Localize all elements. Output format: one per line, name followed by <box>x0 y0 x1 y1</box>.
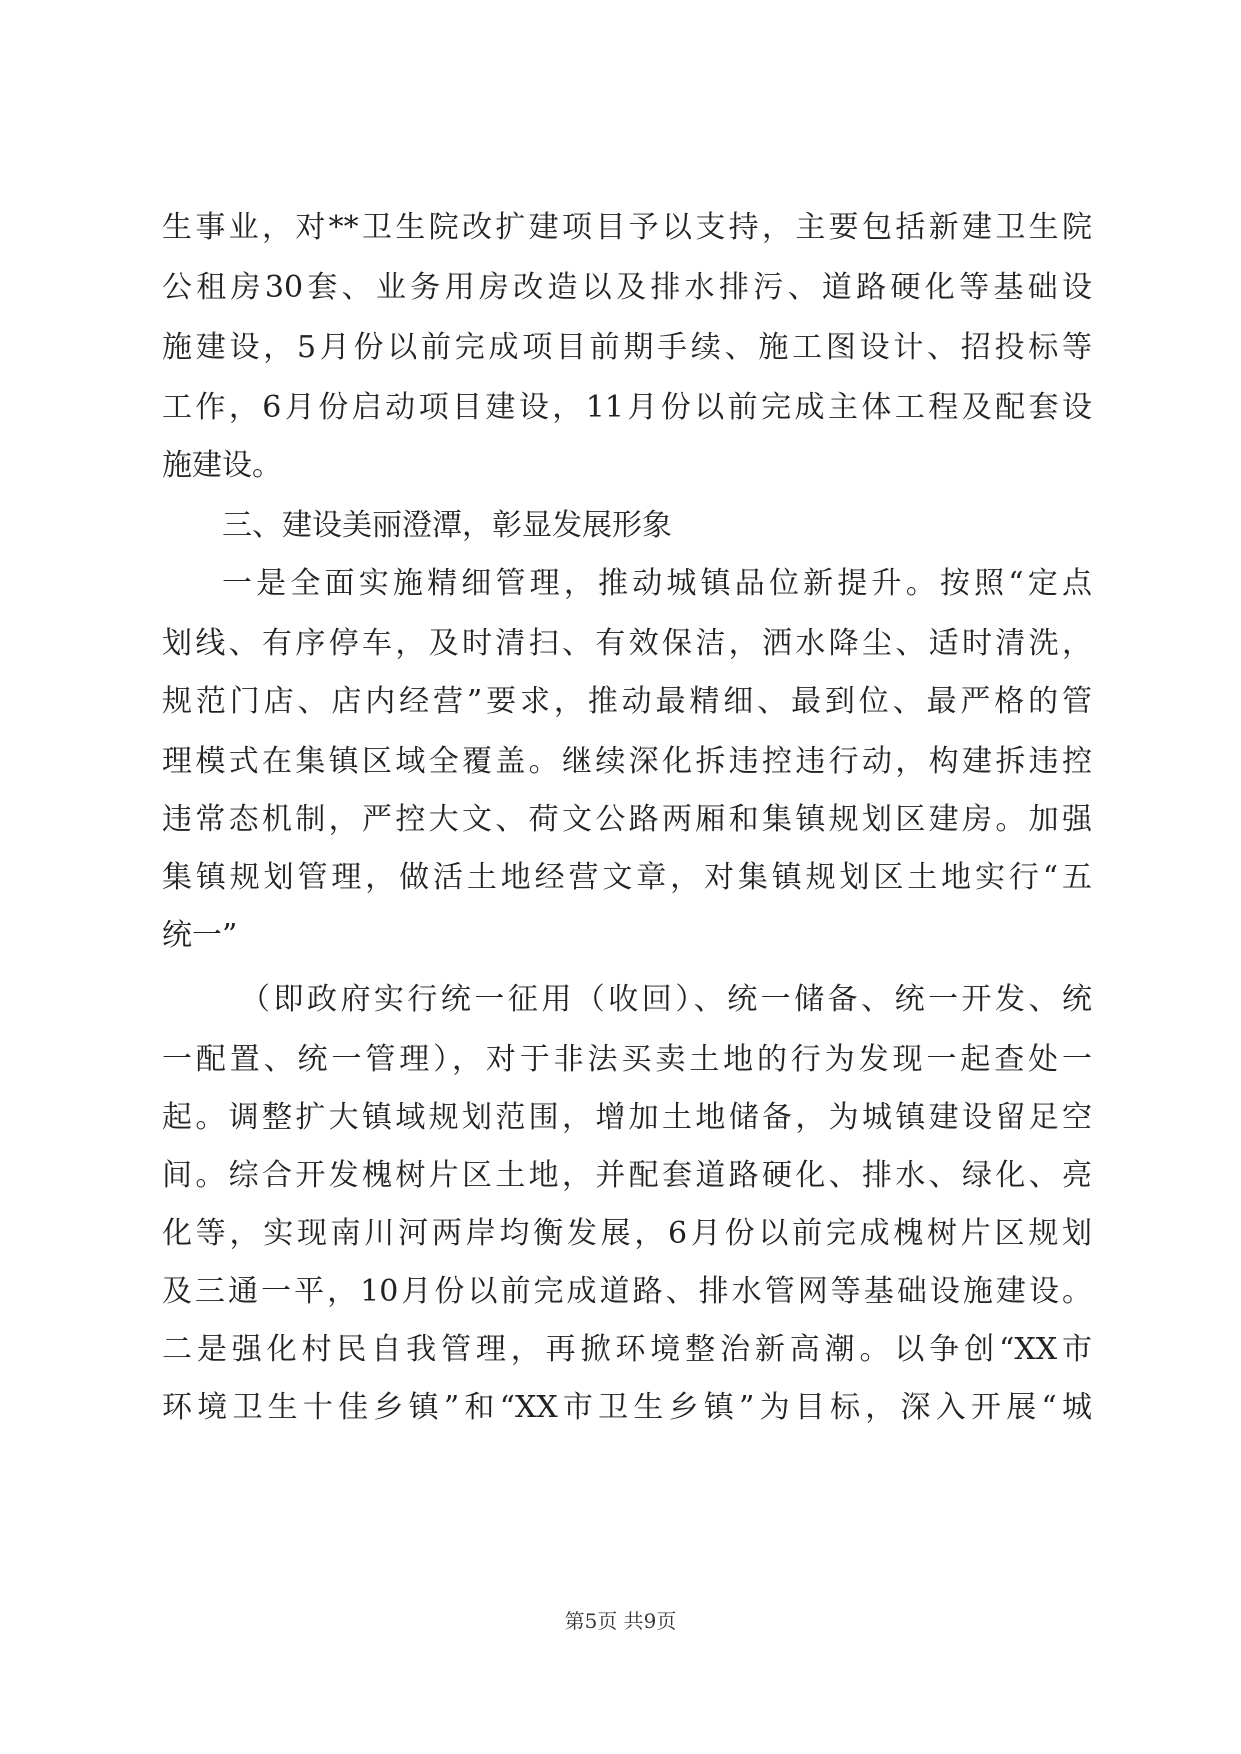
body-line: 一是全面实施精细管理，推动城镇品位新提升。按照“定点 <box>222 566 1092 601</box>
body-line: 间。综合开发槐树片区土地，并配套道路硬化、排水、绿化、亮 <box>162 1158 1092 1193</box>
body-line: 施建设。 <box>162 448 282 483</box>
body-line: 及三通一平，10月份以前完成道路、排水管网等基础设施建设。 <box>162 1274 1092 1309</box>
body-line: 施建设，5月份以前完成项目前期手续、施工图设计、招投标等 <box>162 330 1092 365</box>
section-heading: 三、建设美丽澄潭，彰显发展形象 <box>222 508 672 543</box>
body-line: （即政府实行统一征用（收回）、统一储备、统一开发、统 <box>240 982 1092 1017</box>
body-line: 工作，6月份启动项目建设，11月份以前完成主体工程及配套设 <box>162 390 1092 425</box>
body-line: 理模式在集镇区域全覆盖。继续深化拆违控违行动，构建拆违控 <box>162 744 1092 779</box>
body-line: 统一” <box>162 918 238 953</box>
body-line: 集镇规划管理，做活土地经营文章，对集镇规划区土地实行“五 <box>162 860 1092 895</box>
body-line: 一配置、统一管理），对于非法买卖土地的行为发现一起查处一 <box>162 1042 1092 1077</box>
body-line: 划线、有序停车，及时清扫、有效保洁，洒水降尘、适时清洗， <box>162 626 1092 661</box>
body-line: 公租房30套、业务用房改造以及排水排污、道路硬化等基础设 <box>162 270 1092 305</box>
body-line: 违常态机制，严控大文、荷文公路两厢和集镇规划区建房。加强 <box>162 802 1092 837</box>
body-line: 二是强化村民自我管理，再掀环境整治新高潮。以争创“XX市 <box>162 1332 1092 1367</box>
body-line: 环境卫生十佳乡镇”和“XX市卫生乡镇”为目标，深入开展“城 <box>162 1390 1092 1425</box>
body-line: 起。调整扩大镇域规划范围，增加土地储备，为城镇建设留足空 <box>162 1100 1092 1135</box>
body-line: 化等，实现南川河两岸均衡发展，6月份以前完成槐树片区规划 <box>162 1216 1092 1251</box>
body-line: 规范门店、店内经营”要求，推动最精细、最到位、最严格的管 <box>162 684 1092 719</box>
body-line: 生事业，对**卫生院改扩建项目予以支持，主要包括新建卫生院 <box>162 210 1092 245</box>
page-number-footer: 第5页 共9页 <box>564 1609 677 1633</box>
